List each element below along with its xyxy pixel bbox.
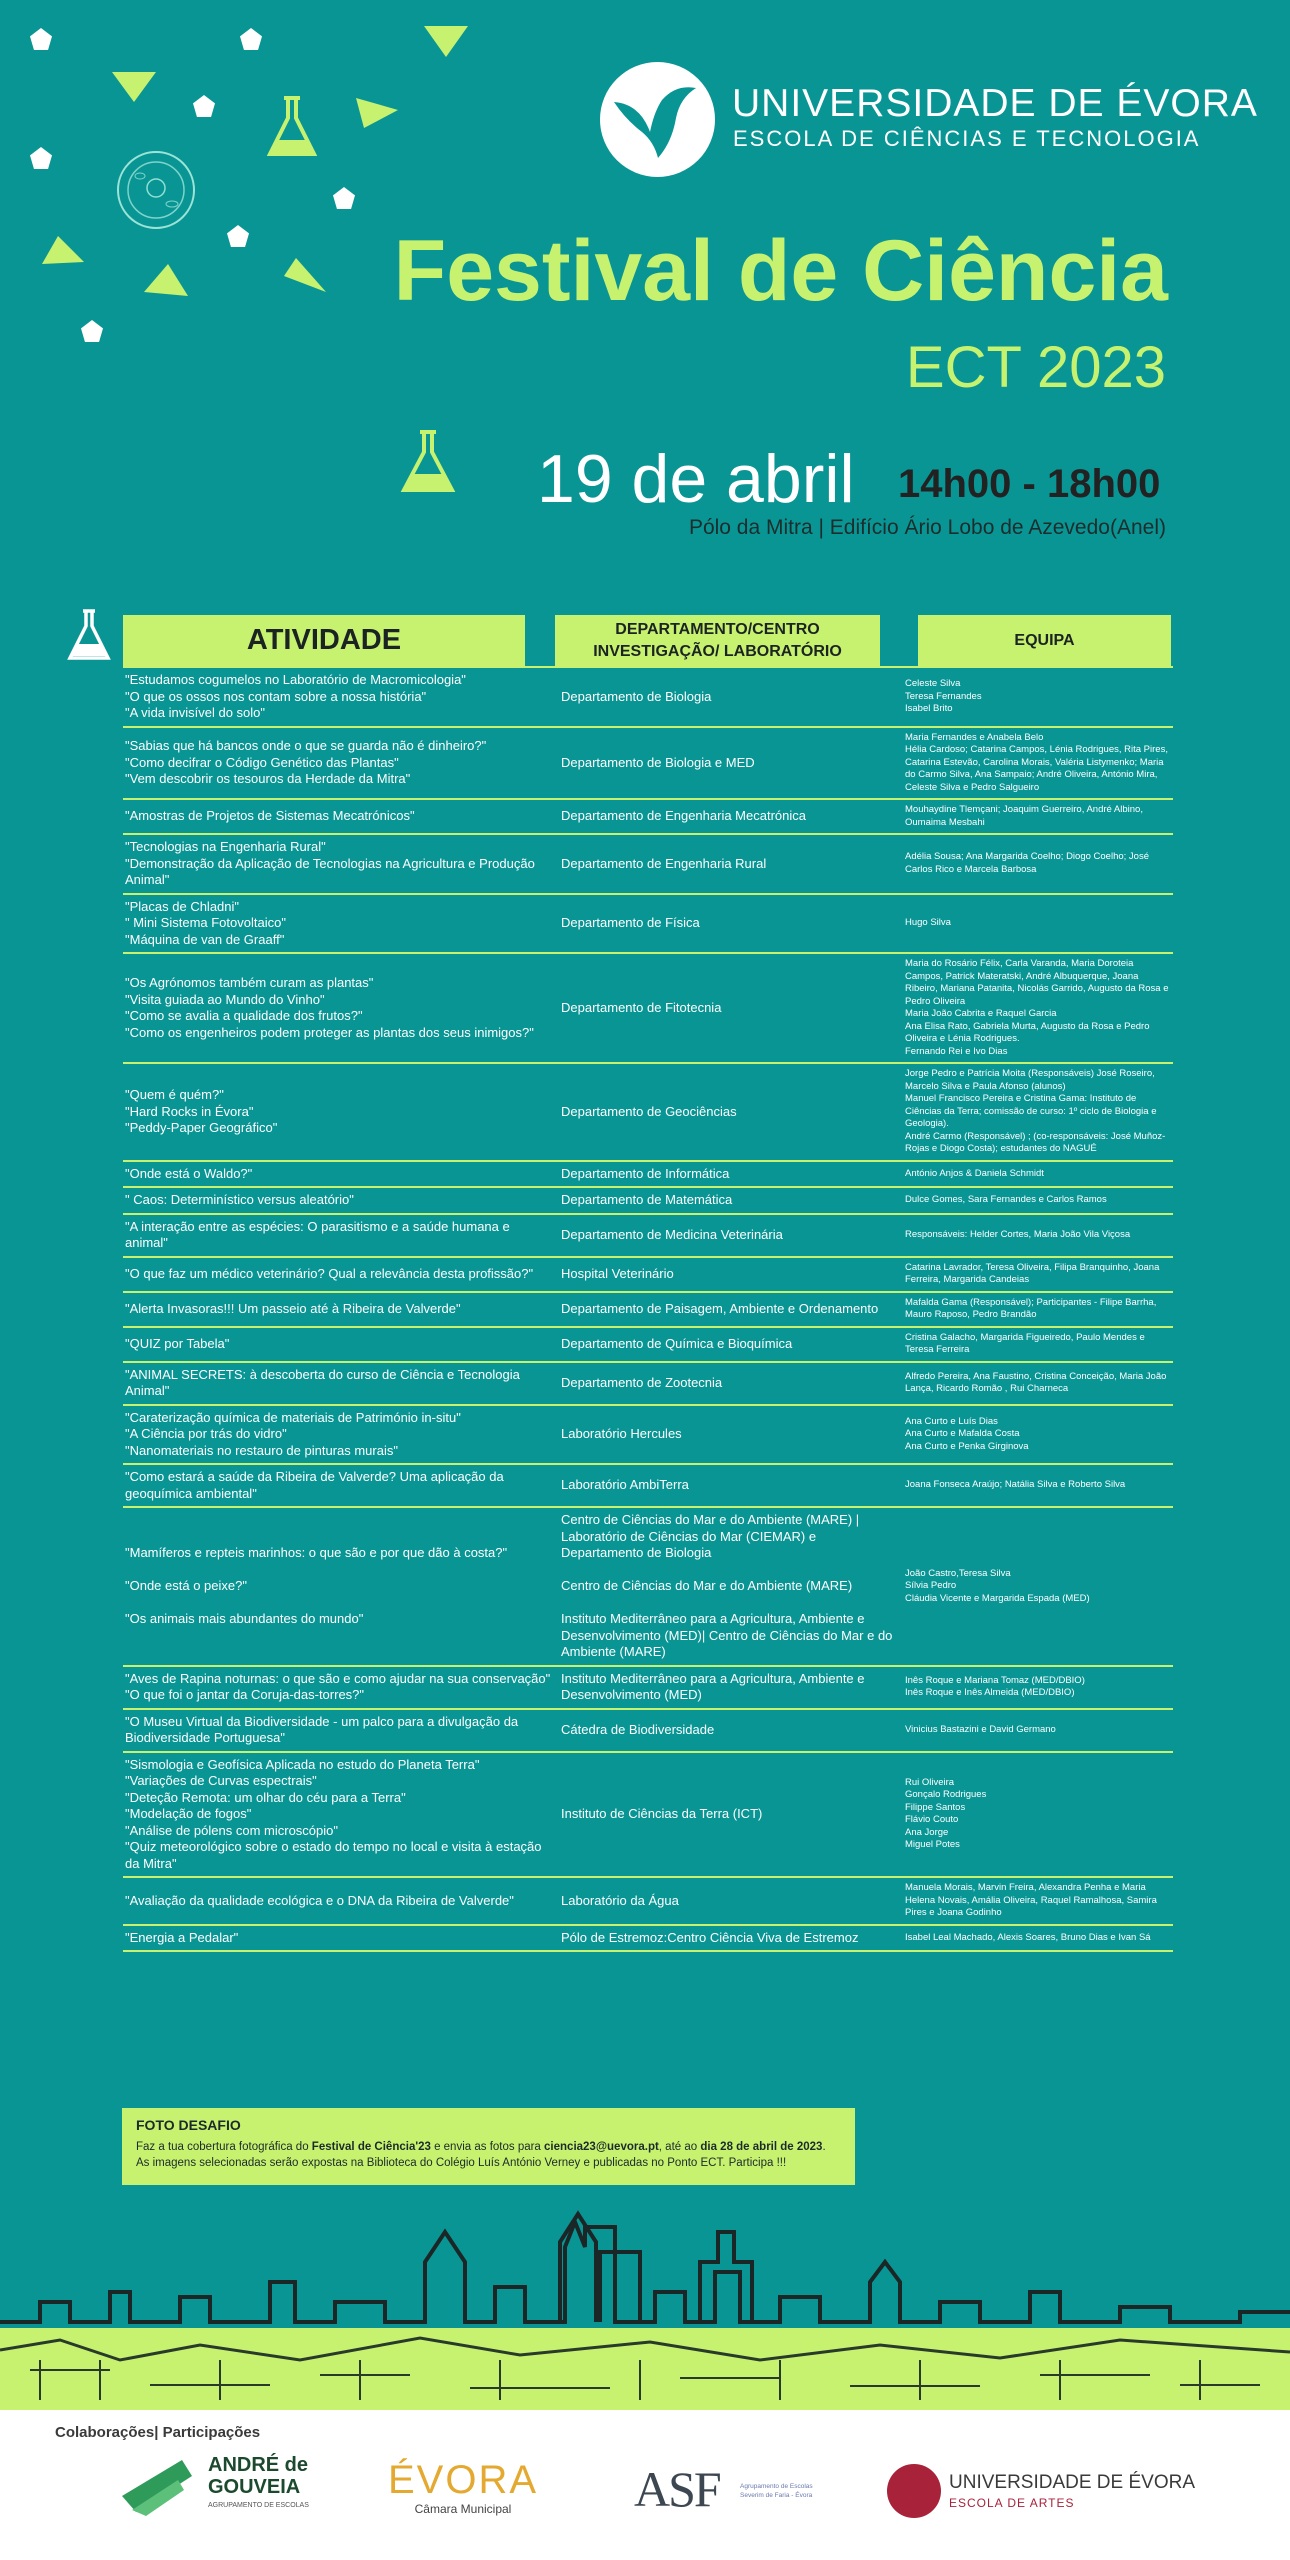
department-cell: Laboratório AmbiTerra: [561, 1477, 689, 1493]
festival-name: Festival de Ciência'23: [311, 2141, 431, 2153]
activity-cell: "ANIMAL SECRETS: à descoberta do curso de Ciência e Tecnologia Animal": [125, 1366, 520, 1398]
photo-challenge-text: [136, 2139, 841, 2155]
team-cell: Mafalda Gama (Responsável); Participantes - Filipe Barrha, Mauro Raposo, Pedro Brandão: [905, 1296, 1157, 1320]
activity-cell: "O que faz um médico veterinário? Qual a relevância desta profissão?": [125, 1265, 534, 1281]
table-row: [123, 1162, 1173, 1189]
bird-logo-icon: [600, 62, 715, 177]
team-cell: Maria do Rosário Félix, Carla Varanda, Maria Doroteia Campos, Patrick Materatski, André Albuquerque, Joana Ribeiro, Mariana Patanita, Nicolás Garrido, Augusto da Rosa e Pedro Oliveira Maria João Cabrita e Raquel Garcia Ana Elisa Rato, Gabriela Murta, Augusto da Rosa e Pedro Oliveira e Lénia Rodrigues. Fernando Rei e Ivo Dias: [905, 958, 1169, 1057]
activity-cell: "Caraterização química de materiais de Património in-situ" "A Ciência por trás do vidro" "Nanomateriais no restauro de pinturas murais": [125, 1409, 461, 1458]
activity-cell: "O Museu Virtual da Biodiversidade - um palco para a divulgação da Biodiversidade Portuguesa": [125, 1713, 519, 1745]
header-team: EQUIPA: [918, 615, 1171, 666]
team-cell: Celeste Silva Teresa Fernandes Isabel Brito: [905, 678, 982, 714]
photo-challenge-title: FOTO DESAFIO: [136, 2117, 241, 2133]
table-row: [123, 954, 1173, 1064]
caption-line: Severim de Faria - Évora: [740, 2492, 813, 2499]
partners-label: Colaborações| Participações: [55, 2424, 261, 2441]
text-segment: , até ao: [658, 2141, 701, 2153]
department-cell: Departamento de Zootecnia: [561, 1374, 723, 1390]
team-cell: Ana Curto e Luís Dias Ana Curto e Mafalda Costa Ana Curto e Penka Girginova: [905, 1415, 1029, 1452]
team-cell: Catarina Lavrador, Teresa Oliveira, Filipa Branquinho, Joana Ferreira, Margarida Candeias: [905, 1261, 1160, 1285]
table-row: [123, 895, 1173, 955]
team-cell: António Anjos & Daniela Schmidt: [905, 1167, 1044, 1179]
partner-caption: AGRUPAMENTO DE ESCOLAS: [208, 2502, 309, 2509]
activity-cell: "Os Agrónomos também curam as plantas" "Visita guiada ao Mundo do Vinho" "Como se avalia a qualidade dos frutos?" "Como os engenheiros podem proteger as plantas dos seus inimigos?": [125, 975, 534, 1040]
department-cell: Centro de Ciências do Mar e do Ambiente (MARE) | Laboratório de Ciências do Mar (CIEMAR) e Departamento de Biologia Centro de Ciências do Mar e do Ambiente (MARE) Instituto Mediterrâneo para a Agricultura, Ambiente e Desenvolvimento (MED)| Centro de Ciências do Mar e do Ambiente (MARE): [561, 1512, 893, 1659]
photo-challenge-note: As imagens selecionadas serão expostas na Biblioteca do Colégio Luís António Verney e publicadas no Ponto ECT. Participa !!!: [136, 2157, 787, 2169]
table-row: [123, 800, 1173, 835]
partner-name-line1: ANDRÉ de: [208, 2454, 309, 2476]
team-cell: Rui Oliveira Gonçalo Rodrigues Filippe Santos Flávio Couto Ana Jorge Miguel Potes: [905, 1776, 987, 1851]
partner-name: UNIVERSIDADE DE ÉVORA: [949, 2472, 1195, 2493]
department-cell: Pólo de Estremoz:Centro Ciência Viva de Estremoz: [561, 1929, 859, 1945]
activity-cell: "Sabias que há bancos onde o que se guarda não é dinheiro?" "Como decifrar o Código Genético das Plantas" "Vem descobrir os tesouros da Herdade da Mitra": [125, 738, 487, 786]
festival-subtitle: ECT 2023: [905, 335, 1166, 400]
event-time: 14h00 - 18h00: [898, 462, 1161, 506]
department-cell: Departamento de Medicina Veterinária: [561, 1226, 783, 1242]
table-header: [123, 615, 1173, 668]
table-row: [123, 1710, 1173, 1753]
department-cell: Departamento de Informática: [561, 1165, 730, 1181]
department-cell: Instituto de Ciências da Terra (ICT): [561, 1806, 763, 1821]
activities-table: [123, 615, 1173, 1952]
university-logo: [600, 62, 715, 177]
table-row: [123, 1926, 1173, 1953]
email-link[interactable]: ciencia23@uevora.pt: [544, 2141, 659, 2153]
department-cell: Departamento de Engenharia Rural: [561, 855, 767, 871]
department-cell: Laboratório Hercules: [561, 1426, 682, 1441]
department-cell: Laboratório da Água: [561, 1892, 679, 1908]
activity-cell: "Estudamos cogumelos no Laboratório de Macromicologia" "O que os ossos nos contam sobre a nossa história" "A vida invisível do solo": [125, 672, 466, 720]
activity-cell: "Como estará a saúde da Ribeira de Valverde? Uma aplicação da geoquímica ambiental": [125, 1469, 504, 1501]
team-cell: Inês Roque e Mariana Tomaz (MED/DBIO) Inês Roque e Inês Almeida (MED/DBIO): [905, 1674, 1085, 1698]
table-row: [123, 835, 1173, 895]
team-cell: Joana Fonseca Araújo; Natália Silva e Roberto Silva: [905, 1479, 1126, 1491]
cell-icon: [114, 148, 198, 232]
team-cell: Alfredo Pereira, Ana Faustino, Cristina Conceição, Maria João Lança, Ricardo Romão , Rui Charneca: [905, 1370, 1167, 1394]
activity-cell: "Energia a Pedalar": [125, 1929, 239, 1945]
table-row: [123, 1363, 1173, 1406]
city-skyline-illustration: [0, 2210, 1290, 2410]
asf-wordmark: ASF: [634, 2461, 720, 2517]
festival-title: Festival de Ciência: [393, 223, 1168, 319]
evora-wordmark: ÉVORA: [388, 2458, 539, 2502]
department-cell: Departamento de Paisagem, Ambiente e Ordenamento: [561, 1300, 879, 1316]
partner-name: [208, 2454, 308, 2498]
text-segment: e envia as fotos para: [430, 2141, 545, 2153]
department-cell: Departamento de Matemática: [561, 1192, 733, 1207]
department-cell: Departamento de Biologia e MED: [561, 754, 755, 770]
department-cell: Departamento de Fitotecnia: [561, 999, 722, 1015]
activity-cell: " Caos: Determinístico versus aleatório": [125, 1192, 354, 1207]
text-segment: Faz a tua cobertura fotográfica do: [136, 2141, 312, 2153]
team-cell: Dulce Gomes, Sara Fernandes e Carlos Ramos: [905, 1194, 1107, 1205]
activity-cell: "QUIZ por Tabela": [125, 1335, 230, 1351]
table-row: [123, 1667, 1173, 1710]
university-name: UNIVERSIDADE DE ÉVORA: [732, 82, 1258, 125]
team-cell: Manuela Morais, Marvin Freira, Alexandra Penha e Maria Helena Novais, Amália Oliveira, Raquel Ramalhosa, Samira Pires e Joana Godinho: [905, 1882, 1157, 1918]
table-row: [123, 1465, 1173, 1508]
header-activity: ATIVIDADE: [123, 615, 525, 666]
partner-evora: [388, 2458, 538, 2528]
flask-icon: [398, 428, 458, 500]
activity-cell: "Avaliação da qualidade ecológica e o DNA da Ribeira de Valverde": [125, 1892, 514, 1908]
partner-caption: ESCOLA DE ARTES: [949, 2496, 1075, 2510]
activity-cell: "Tecnologias na Engenharia Rural" "Demonstração da Aplicação de Tecnologias na Agricultura e Produção Animal": [125, 839, 535, 887]
activity-cell: "Mamíferos e repteis marinhos: o que são e por que dão à costa?" "Onde está o peixe?" "Os animais mais abundantes do mundo": [125, 1545, 508, 1626]
team-cell: Cristina Galacho, Margarida Figueiredo, Paulo Mendes e Teresa Ferreira: [905, 1331, 1145, 1355]
flask-icon: [264, 94, 320, 164]
department-cell: Cátedra de Biodiversidade: [561, 1721, 715, 1737]
partner-andre-gouveia: [122, 2450, 312, 2520]
department-cell: Departamento de Biologia: [561, 688, 712, 704]
department-cell: Hospital Veterinário: [561, 1265, 674, 1281]
department-cell: Departamento de Química e Bioquímica: [561, 1335, 793, 1351]
activity-cell: "Alerta Invasoras!!! Um passeio até à Ribeira de Valverde": [125, 1300, 461, 1316]
activity-cell: "A interação entre as espécies: O parasitismo e a saúde humana e animal": [125, 1218, 510, 1250]
partner-caption: Câmara Municipal: [414, 2502, 512, 2516]
team-cell: Hugo Silva: [905, 917, 951, 928]
table-row: [123, 668, 1173, 728]
deadline-date: dia 28 de abril de 2023: [700, 2141, 823, 2153]
table-row: [123, 1406, 1173, 1466]
table-row: [123, 1293, 1173, 1328]
partner-asf: [634, 2460, 834, 2520]
caption-line: Agrupamento de Escolas: [740, 2483, 813, 2490]
activity-cell: "Placas de Chladni" " Mini Sistema Fotovoltaico" "Máquina de van de Graaff": [125, 898, 286, 947]
team-cell: Jorge Pedro e Patrícia Moita (Responsáveis) José Roseiro, Marcelo Silva e Paula Afonso (alunos) Manuel Francisco Pereira e Cristina Gama: Instituto de Ciências da Terra; comissão de curso: 1º ciclo de Biologia e Geologia). André Carmo (Responsável) ; (co-responsáveis: José Muñoz-Rojas e Diogo Costa); estudantes do NAGUÉ: [905, 1068, 1166, 1154]
table-row: [123, 1188, 1173, 1215]
department-cell: Departamento de Engenharia Mecatrónica: [561, 808, 806, 824]
table-row: [123, 1878, 1173, 1926]
table-row: [123, 1215, 1173, 1258]
team-cell: Maria Fernandes e Anabela Belo Hélia Cardoso; Catarina Campos, Lénia Rodrigues, Rita Pires, Catarina Estevão, Carolina Morais, Valéria Listymenko; Maria do Carmo Silva, Ana Sampaio; André Oliveira, António Mira, Celeste Silva e Pedro Salgueiro: [905, 731, 1168, 793]
flask-icon: [66, 608, 112, 664]
table-row: [123, 1508, 1173, 1667]
partner-caption: [740, 2482, 813, 2500]
table-row: [123, 1753, 1173, 1879]
table-body: [123, 668, 1173, 1952]
team-cell: Isabel Leal Machado, Alexis Soares, Bruno Dias e Ivan Sá: [905, 1931, 1151, 1943]
table-row: [123, 1064, 1173, 1162]
table-row: [123, 1328, 1173, 1363]
header-department: DEPARTAMENTO/CENTRO INVESTIGAÇÃO/ LABORATÓRIO: [555, 615, 880, 666]
partner-ue-artes: [887, 2460, 1195, 2520]
activity-cell: "Sismologia e Geofísica Aplicada no estudo do Planeta Terra" "Variações de Curvas espectrais" "Deteção Remota: um olhar do céu para a Terra" "Modelação de fogos" "Análise de pólens com microscópio" "Quiz meteorológico sobre o estado do tempo no local e visita à estação da Mitra": [125, 1756, 542, 1871]
team-cell: João Castro,Teresa Silva Sílvia Pedro Cláudia Vicente e Margarida Espada (MED): [905, 1567, 1090, 1604]
school-name: ESCOLA DE CIÊNCIAS E TECNOLOGIA: [733, 126, 1201, 151]
ue-artes-logo-icon: [887, 2464, 941, 2518]
activity-cell: "Amostras de Projetos de Sistemas Mecatrónicos": [125, 808, 415, 824]
activity-cell: "Onde está o Waldo?": [125, 1165, 253, 1181]
team-cell: Vinicius Bastazini e David Germano: [905, 1723, 1056, 1735]
event-location: Pólo da Mitra | Edifício Ário Lobo de Azevedo(Anel): [688, 516, 1166, 539]
text-segment: .: [822, 2141, 826, 2153]
department-cell: Departamento de Física: [561, 915, 700, 930]
table-row: [123, 1258, 1173, 1293]
department-cell: Departamento de Geociências: [561, 1103, 737, 1119]
partner-name-line2: GOUVEIA: [208, 2476, 301, 2498]
team-cell: Responsáveis: Helder Cortes, Maria João Vila Viçosa: [905, 1228, 1131, 1240]
table-row: [123, 728, 1173, 801]
activity-cell: "Quem é quém?" "Hard Rocks in Évora" "Peddy-Paper Geográfico": [125, 1087, 278, 1135]
event-date: 19 de abril: [537, 441, 855, 517]
department-cell: Instituto Mediterrâneo para a Agricultura, Ambiente e Desenvolvimento (MED): [561, 1670, 865, 1702]
team-cell: Adélia Sousa; Ana Margarida Coelho; Diogo Coelho; José Carlos Rico e Marcela Barbosa: [905, 851, 1149, 875]
andre-gouveia-logo-icon: [122, 2456, 192, 2516]
activity-cell: "Aves de Rapina noturnas: o que são e como ajudar na sua conservação" "O que foi o jantar da Coruja-das-torres?": [125, 1670, 551, 1702]
photo-challenge-box: [122, 2108, 855, 2185]
team-cell: Mouhaydine Tlemçani; Joaquim Guerreiro, André Albino, Oumaima Mesbahi: [905, 804, 1143, 828]
